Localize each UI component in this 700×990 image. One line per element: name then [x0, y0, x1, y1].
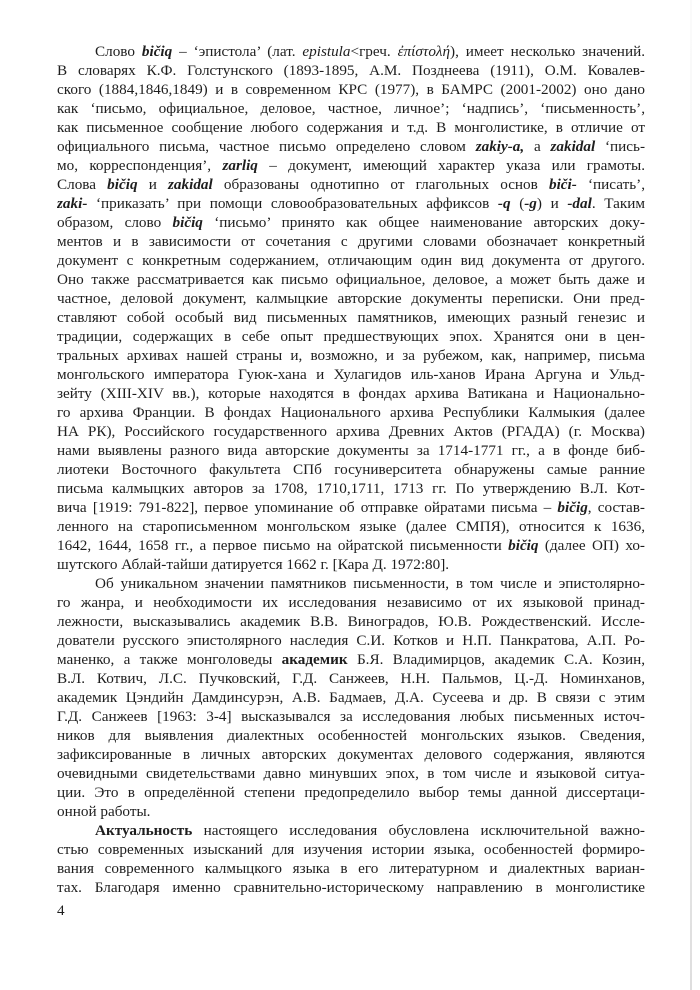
text-run: Оно также рассматривается как письмо официальное, деловое, а может быть даже и [57, 271, 645, 288]
text-run: ников для выявления диалектных особенностей монгольских языков. Сведения, [57, 727, 645, 744]
text-run: ментов и в зависимости от сочетания с другими словами обозначает конкретный [57, 233, 645, 250]
text-run: ( [510, 195, 525, 212]
text-line [57, 194, 645, 213]
text-run: и [137, 176, 168, 193]
text-run: дователи русского эпистолярного наследия С.И. Котков и Н.П. Панкратова, А.П. Ро- [57, 632, 645, 649]
text-run: стью современных изысканий для изучения истории языка, особенностей формиро- [57, 841, 645, 858]
text-run: ) и [536, 195, 568, 212]
text-run: Слово [95, 43, 142, 60]
text-run: ставляют собой особый вид письменных памятников, имеющих разный генезис и [57, 309, 645, 326]
text-line [57, 688, 645, 707]
text-run: как ‘письмо, официальное, деловое, частное, личное’; ‘надпись’, ‘письменность’, [57, 100, 645, 117]
text-line [57, 650, 645, 669]
text-run: Об уникальном значении памятников письменности, в том числе и эпистолярно- [95, 575, 645, 592]
text-line [57, 479, 645, 498]
text-line [57, 707, 645, 726]
text-line [57, 232, 645, 251]
text-run: образом, слово [57, 214, 173, 231]
text-run: маненко, а также монголоведы [57, 651, 282, 668]
text-line [57, 137, 645, 156]
text-run: академик Цэндийн Дамдинсурэн, А.В. Бадмаев, Д.А. Сусеева и др. В связи с этим [57, 689, 645, 706]
text-line [57, 612, 645, 631]
text-line [57, 403, 645, 422]
text-line [57, 764, 645, 783]
text-run: зафиксированные в личных авторских документах делового содержания, являются [57, 746, 645, 763]
text-line [57, 175, 645, 194]
text-run: bičiq [141, 43, 173, 60]
text-run: zakidal [550, 138, 596, 155]
scan-edge-artifact [690, 0, 692, 990]
text-line [57, 384, 645, 403]
text-run: -g [524, 195, 537, 212]
text-line [57, 726, 645, 745]
text-run: НА РК), Российского государственного архива Древних Актов (РГАДА) (г. Москва) [57, 423, 645, 440]
text-line [57, 156, 645, 175]
text-run: В.Л. Котвич, Л.С. Пучковский, Г.Д. Санжеев, Н.Н. Пальмов, Ц.-Д. Номинханов, [57, 670, 645, 687]
text-run: документ с конкретным содержанием, отличающим один вид документа от другого. [57, 252, 645, 269]
text-line [57, 441, 645, 460]
text-run: ‘пись- [595, 138, 645, 155]
text-run: <греч. [350, 43, 398, 60]
text-run: zakiy-a, [475, 138, 525, 155]
text-line [57, 118, 645, 137]
text-run: ‘письмо’ принято как общее наименование авторских доку- [202, 214, 645, 231]
text-block [57, 42, 645, 920]
text-line [57, 536, 645, 555]
text-run: biči- [548, 176, 577, 193]
text-line [57, 99, 645, 118]
text-run: ‘писать’, [576, 176, 645, 193]
text-run: монгольского императора Гуюк-хана и Хулагидов иль-ханов Ирана Аргуна и Ульд- [57, 366, 645, 383]
text-run: Б.Я. Владимирцов, академик С.А. Козин, [347, 651, 645, 668]
text-run: лиотеки Восточного факультета СПб госуниверситета обнаружены самые ранние [57, 461, 645, 478]
text-line [57, 460, 645, 479]
text-run: тах. Благодаря именно сравнительно-историческому направлению в монголистике [57, 879, 645, 896]
text-line [57, 859, 645, 878]
text-line [57, 251, 645, 270]
text-line [57, 308, 645, 327]
text-run: ἐπίστολή [397, 43, 451, 60]
paragraph [57, 574, 645, 821]
text-run: го архива Франции. В фондах Национального архива Республики Калмыкия (далее [57, 404, 645, 421]
text-run: ленного на старописьменном монгольском языке (далее СМПЯ), относится к 1636, [57, 518, 645, 535]
paragraph [57, 42, 645, 574]
text-run: ), имеет несколько значений. [450, 43, 645, 60]
text-run: Актуальность [95, 822, 193, 839]
text-line [57, 327, 645, 346]
text-run: zakidal [168, 176, 213, 193]
text-line [57, 802, 645, 821]
text-run: тральных архивах нашей страны и, возможно, и за рубежом, как, например, письма [57, 347, 645, 364]
text-line [57, 289, 645, 308]
text-run: Г.Д. Санжеев [1963: 3-4] высказывался за исследования любых письменных источ- [57, 708, 645, 725]
text-run: ского (1884,1846,1849) и в современном КРС (1977), в БАМРС (2001-2002) оно дано [57, 81, 645, 98]
text-run: zarliq [222, 157, 258, 174]
text-line [57, 878, 645, 897]
text-line [57, 574, 645, 593]
text-line [57, 365, 645, 384]
text-run: го жанра, и необходимости их исследования независимо от их языковой принад- [57, 594, 645, 611]
text-run: академик [281, 651, 348, 668]
text-run: зейту (XIII-XIV вв.), которые находятся в фондах архива Ватикана и Национально- [57, 385, 645, 402]
text-line [57, 213, 645, 232]
text-line [57, 840, 645, 859]
text-run: шутского Аблай-тайши датируется 1662 г. [Кара Д. 1972:80]. [57, 556, 450, 573]
text-line [57, 593, 645, 612]
text-line [57, 669, 645, 688]
text-run: ции. Это в определённой степени предопределило выбор темы данной диссертаци- [57, 784, 645, 801]
text-run: письма калмыцких авторов за 1708, 1710,1711, 1713 гг. По утверждению В.Л. Кот- [57, 480, 645, 497]
text-run: ‘приказать’ при помощи словообразовательных аффиксов [87, 195, 498, 212]
text-line [57, 745, 645, 764]
text-line [57, 783, 645, 802]
text-line [57, 80, 645, 99]
text-run: Слова [57, 176, 108, 193]
text-run: -q [497, 195, 511, 212]
text-run: . Таким [591, 195, 645, 212]
text-run: – ‘эпистола’ (лат. [172, 43, 303, 60]
text-run: образованы однотипно от глагольных основ [212, 176, 549, 193]
text-run: В словарях К.Ф. Голстунского (1893-1895, А.М. Позднеева (1911), О.М. Ковалев- [57, 62, 645, 79]
text-line [57, 270, 645, 289]
text-run: (далее ОП) хо- [538, 537, 645, 554]
text-run: нами выявлены разного вида авторские документы за 1714-1771 гг., а в фонде биб- [57, 442, 645, 459]
text-line [57, 821, 645, 840]
page-number: 4 [57, 902, 65, 919]
text-run: bičiq [508, 537, 539, 554]
text-line [57, 498, 645, 517]
text-run: традиции, содержащих в себе опыт предшествующих эпох. Хранятся они в цен- [57, 328, 645, 345]
text-run: bičiq [172, 214, 203, 231]
text-run: мо, корреспонденция’, [57, 157, 223, 174]
text-run: онной работы. [57, 803, 151, 820]
text-run: zaki- [57, 195, 88, 212]
text-run: а [524, 138, 551, 155]
text-run: официального письма, частное письмо определено словом [57, 138, 476, 155]
text-line [57, 517, 645, 536]
text-run: вича [1919: 791-822], первое упоминание об отправке ойратами письма – [57, 499, 558, 516]
text-run: bičiq [107, 176, 138, 193]
text-run: epistula [302, 43, 351, 60]
text-run: , состав- [587, 499, 645, 516]
text-run: очевидными свидетельствами давно минувших эпох, в том числе и языковой ситуа- [57, 765, 645, 782]
paragraphs-container [57, 42, 645, 897]
text-run: как письменное сообщение любого содержания и т.д. В монголистике, в отличие от [57, 119, 645, 136]
text-run: bičig [557, 499, 588, 516]
text-line [57, 61, 645, 80]
text-line [57, 631, 645, 650]
paragraph [57, 821, 645, 897]
text-line [57, 422, 645, 441]
text-line [57, 346, 645, 365]
text-run: частное, деловой документ, калмыцкие авторские документы переписки. Они пред- [57, 290, 645, 307]
text-run: -dal [567, 195, 592, 212]
text-line [57, 555, 645, 574]
text-run: 1642, 1644, 1658 гг., а первое письмо на ойратской письменности [57, 537, 509, 554]
text-run: – документ, имеющий характер указа или грамоты. [257, 157, 645, 174]
text-run: лежности, высказывались академик В.В. Виноградов, Ю.В. Рождественский. Иссле- [57, 613, 645, 630]
text-line [57, 42, 645, 61]
text-run: настоящего исследования обусловлена исключительной важно- [192, 822, 645, 839]
text-run: вания современного калмыцкого языка в его литературном и диалектных вариан- [57, 860, 645, 877]
